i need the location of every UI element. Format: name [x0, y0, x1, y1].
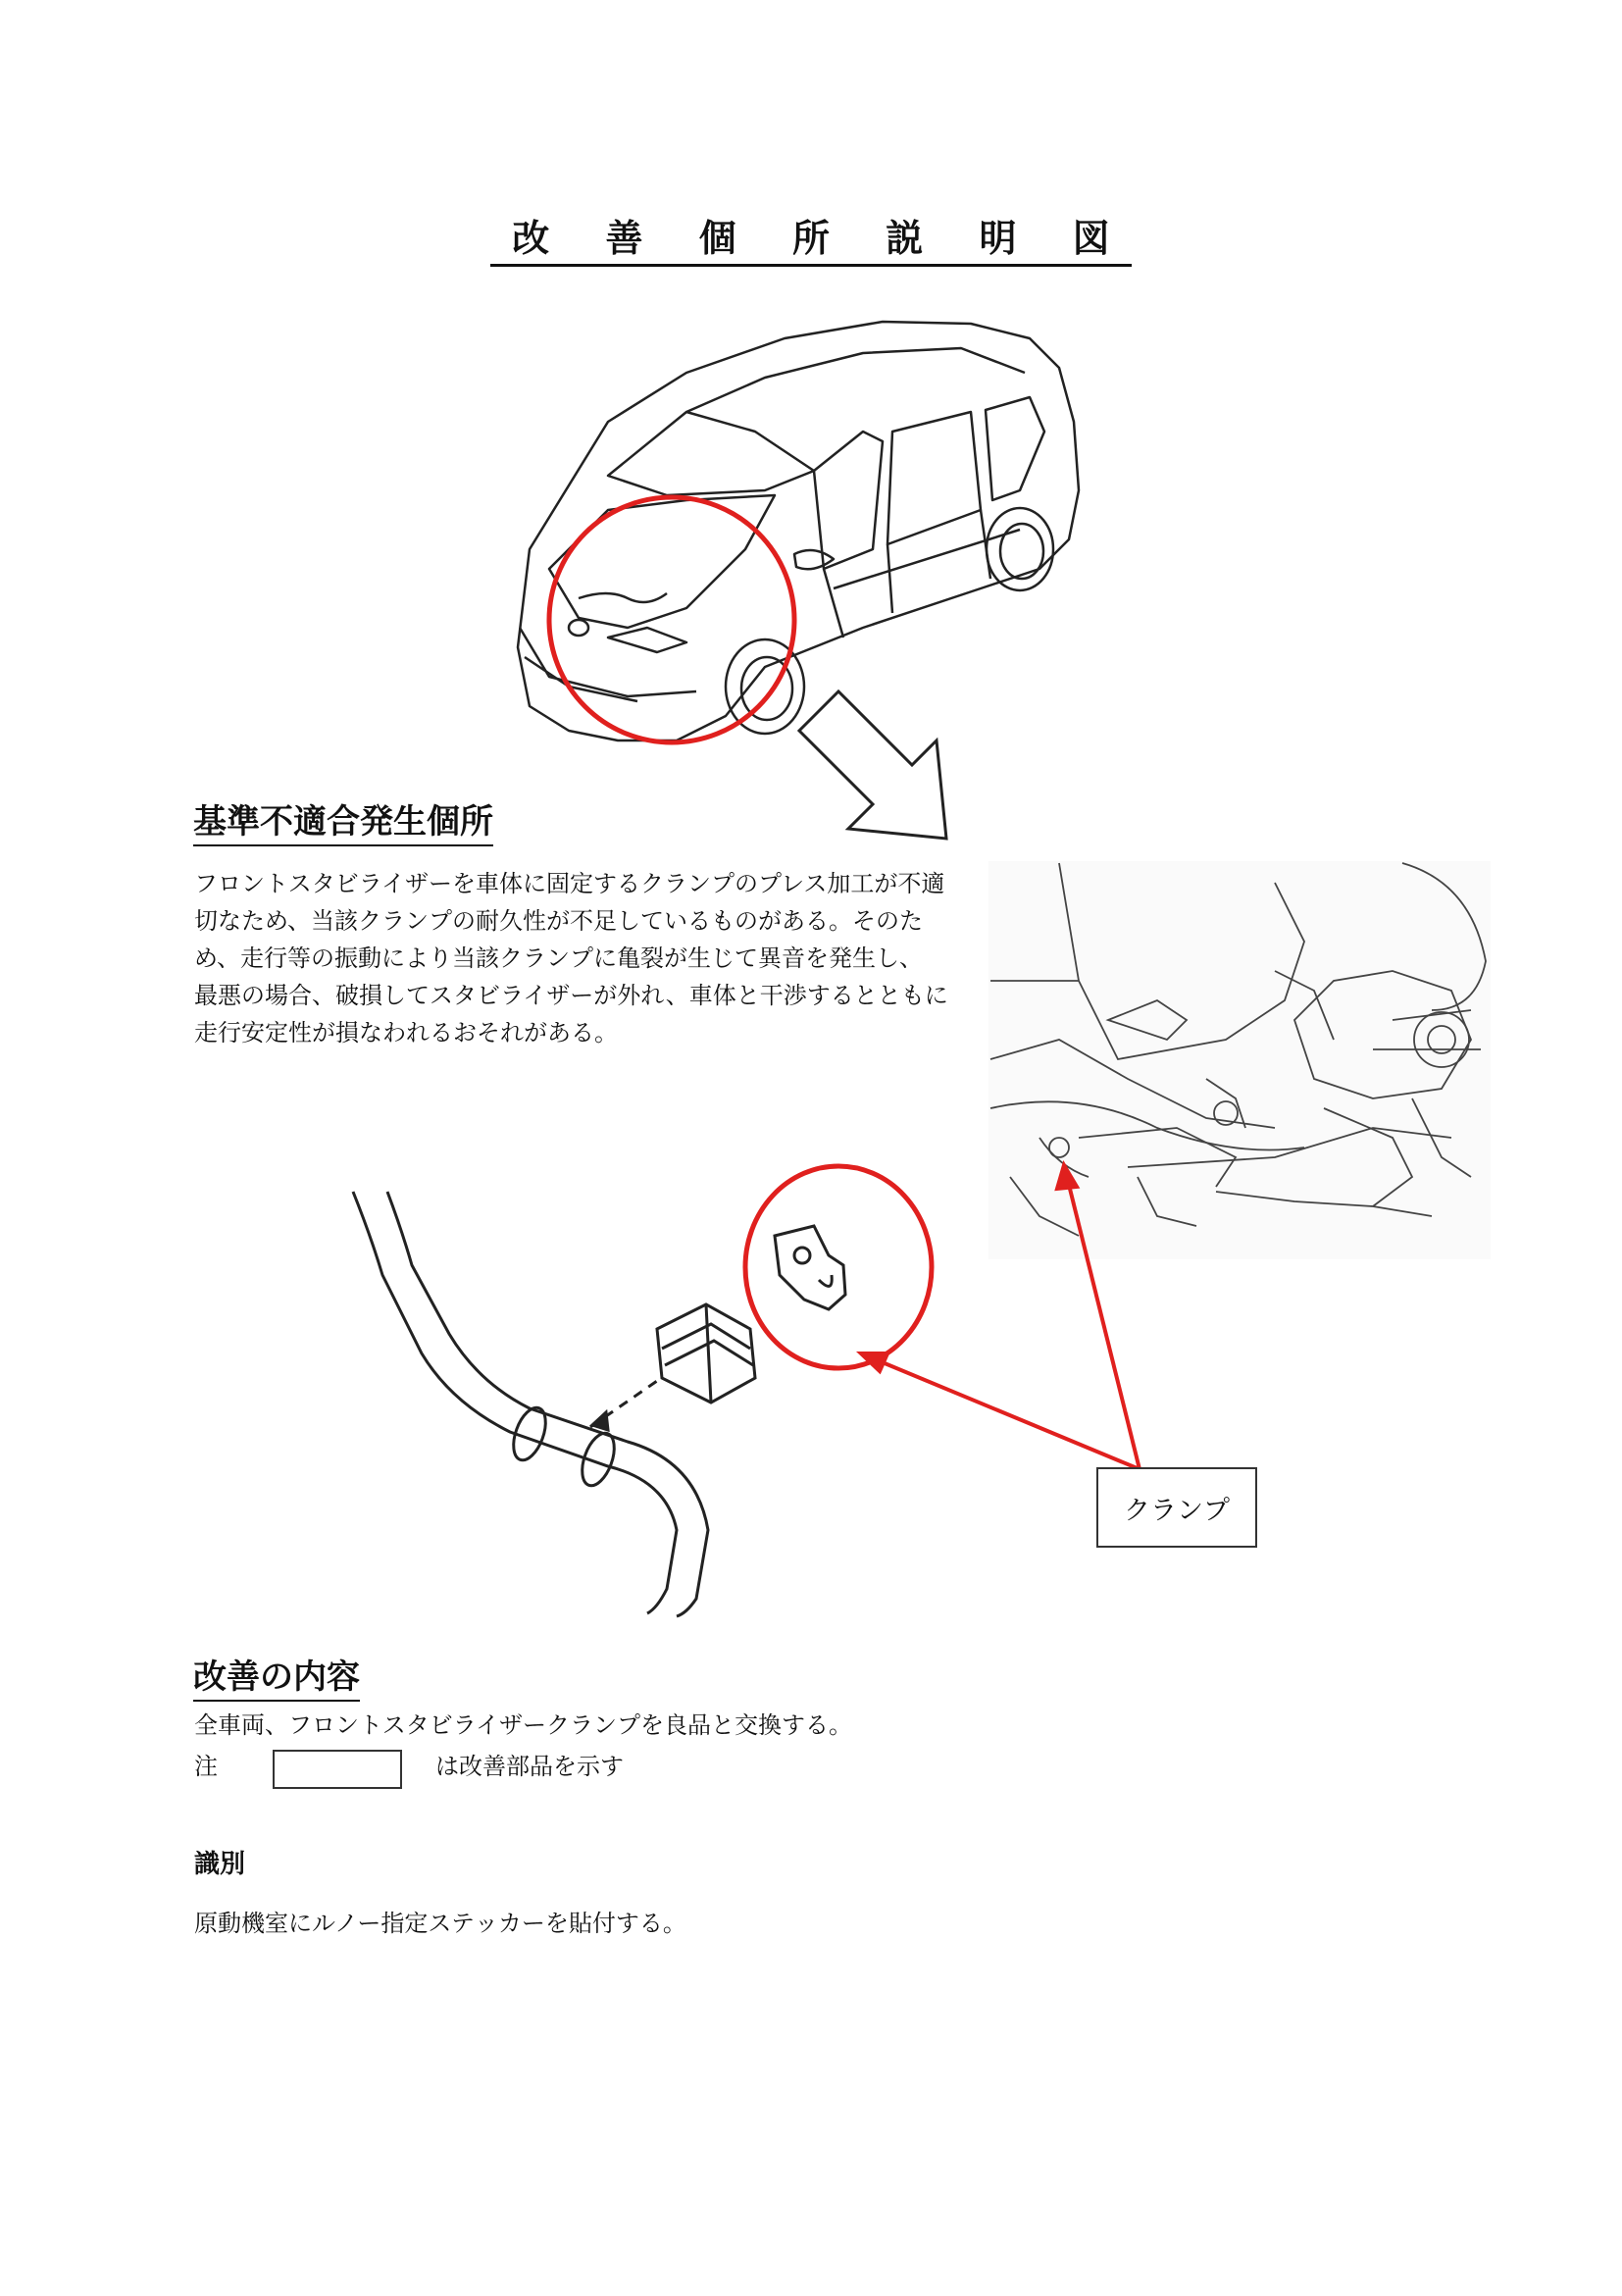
section-heading-nonconformity: 基準不適合発生個所: [193, 794, 493, 842]
highlight-circle-clamp: [745, 1166, 932, 1368]
improvement-description: 全車両、フロントスタビライザークランプを良品と交換する。: [194, 1711, 853, 1739]
note-suffix: は改善部品を示す: [435, 1753, 624, 1780]
section-heading-improvement: 改善の内容: [193, 1650, 360, 1698]
nonconformity-description: フロントスタビライザーを車体に固定するクランプのプレス加工が不適 切なため、当該クランプの耐久性が不足しているものがある。そのた め、走行等の振動により当該クランプに亀裂が生じて異音を発生し、 最悪の場合、破損してスタビライザーが外れ、車体と干渉するとともに 走行安定性が損なわれるおそれがある。: [194, 870, 948, 1046]
section-heading-identification: 識別: [194, 1850, 246, 1879]
identification-description: 原動機室にルノー指定ステッカーを貼付する。: [194, 1910, 686, 1937]
clamp-callout-label: クランプ: [1096, 1467, 1257, 1548]
page-title: 改 善 個 所 説 明 図: [0, 208, 1622, 262]
note-prefix: 注: [194, 1753, 218, 1780]
note-legend-box: [273, 1750, 402, 1789]
